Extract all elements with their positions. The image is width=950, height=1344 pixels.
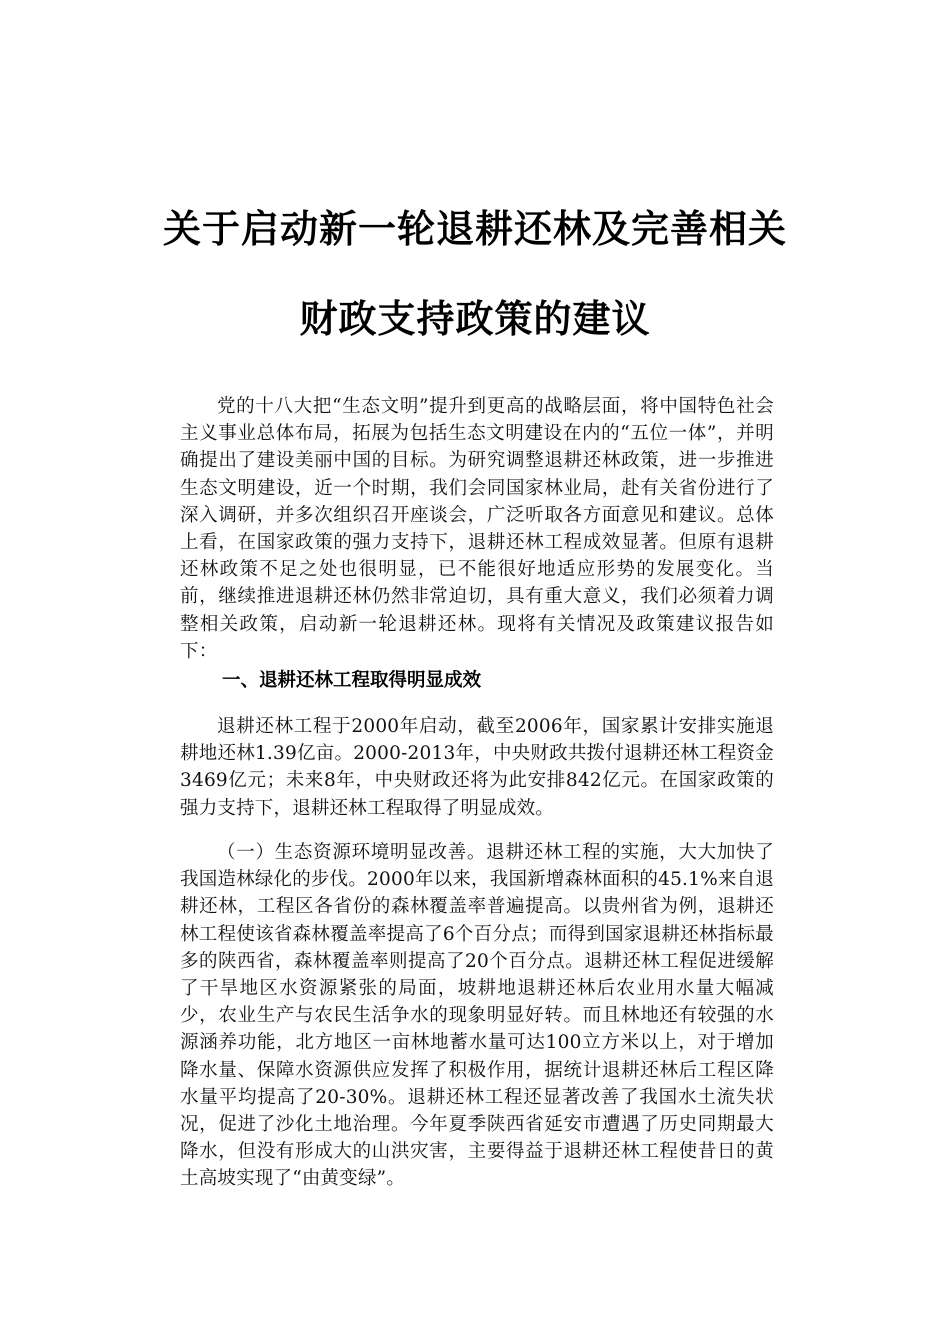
subsection-1-paragraph: （一）生态资源环境明显改善。退耕还林工程的实施，大大加快了我国造林绿化的步伐。2000年以来，我国新增森林面积的45.1%来自退耕还林，工程区各省份的森林覆盖率普遍提高。以贵州省为例，退耕还林工程使该省森林覆盖率提高了6个百分点；而得到国家退耕还林指标最多的陕西省，森林覆盖率则提高了20个百分点。退耕还林工程促进缓解了干旱地区水资源紧张的局面，坡耕地退耕还林后农业用水量大幅减少，农业生产与农民生活争水的现象明显好转。而且林地还有较强的水源涵养功能，北方地区一亩林地蓄水量可达100立方米以上，对于增加降水量、保障水资源供应发挥了积极作用，据统计退耕还林后工程区降水量平均提高了20-30%。退耕还林工程还显著改善了我国水土流失状况，促进了沙化土地治理。今年夏季陕西省延安市遭遇了历史同期最大降水，但没有形成大的山洪灾害，主要得益于退耕还林工程使昔日的黄土高坡实现了“由黄变绿”。 bbox=[180, 842, 774, 1190]
document-title-line-1: 关于启动新一轮退耕还林及完善相关 bbox=[162, 207, 787, 251]
document-title-line-2: 财政支持政策的建议 bbox=[299, 297, 651, 341]
section-heading-1: 一、退耕还林工程取得明显成效 bbox=[222, 670, 482, 691]
intro-paragraph: 党的十八大把“生态文明”提升到更高的战略层面，将中国特色社会主义事业总体布局，拓展为包括生态文明建设在内的“五位一体”，并明确提出了建设美丽中国的目标。为研究调整退耕还林政策，进一步推进生态文明建设，近一个时期，我们会同国家林业局，赴有关省份进行了深入调研，并多次组织召开座谈会，广泛听取各方面意见和建议。总体上看，在国家政策的强力支持下，退耕还林工程成效显著。但原有退耕还林政策不足之处也很明显，已不能很好地适应形势的发展变化。当前，继续推进退耕还林仍然非常迫切，具有重大意义，我们必须着力调整相关政策，启动新一轮退耕还林。现将有关情况及政策建议报告如下： bbox=[180, 396, 774, 662]
section-1-paragraph: 退耕还林工程于2000年启动，截至2006年，国家累计安排实施退耕地还林1.39亿亩。2000-2013年，中央财政共拨付退耕还林工程资金3469亿元；未来8年，中央财政还将为此安排842亿元。在国家政策的强力支持下，退耕还林工程取得了明显成效。 bbox=[180, 716, 774, 819]
